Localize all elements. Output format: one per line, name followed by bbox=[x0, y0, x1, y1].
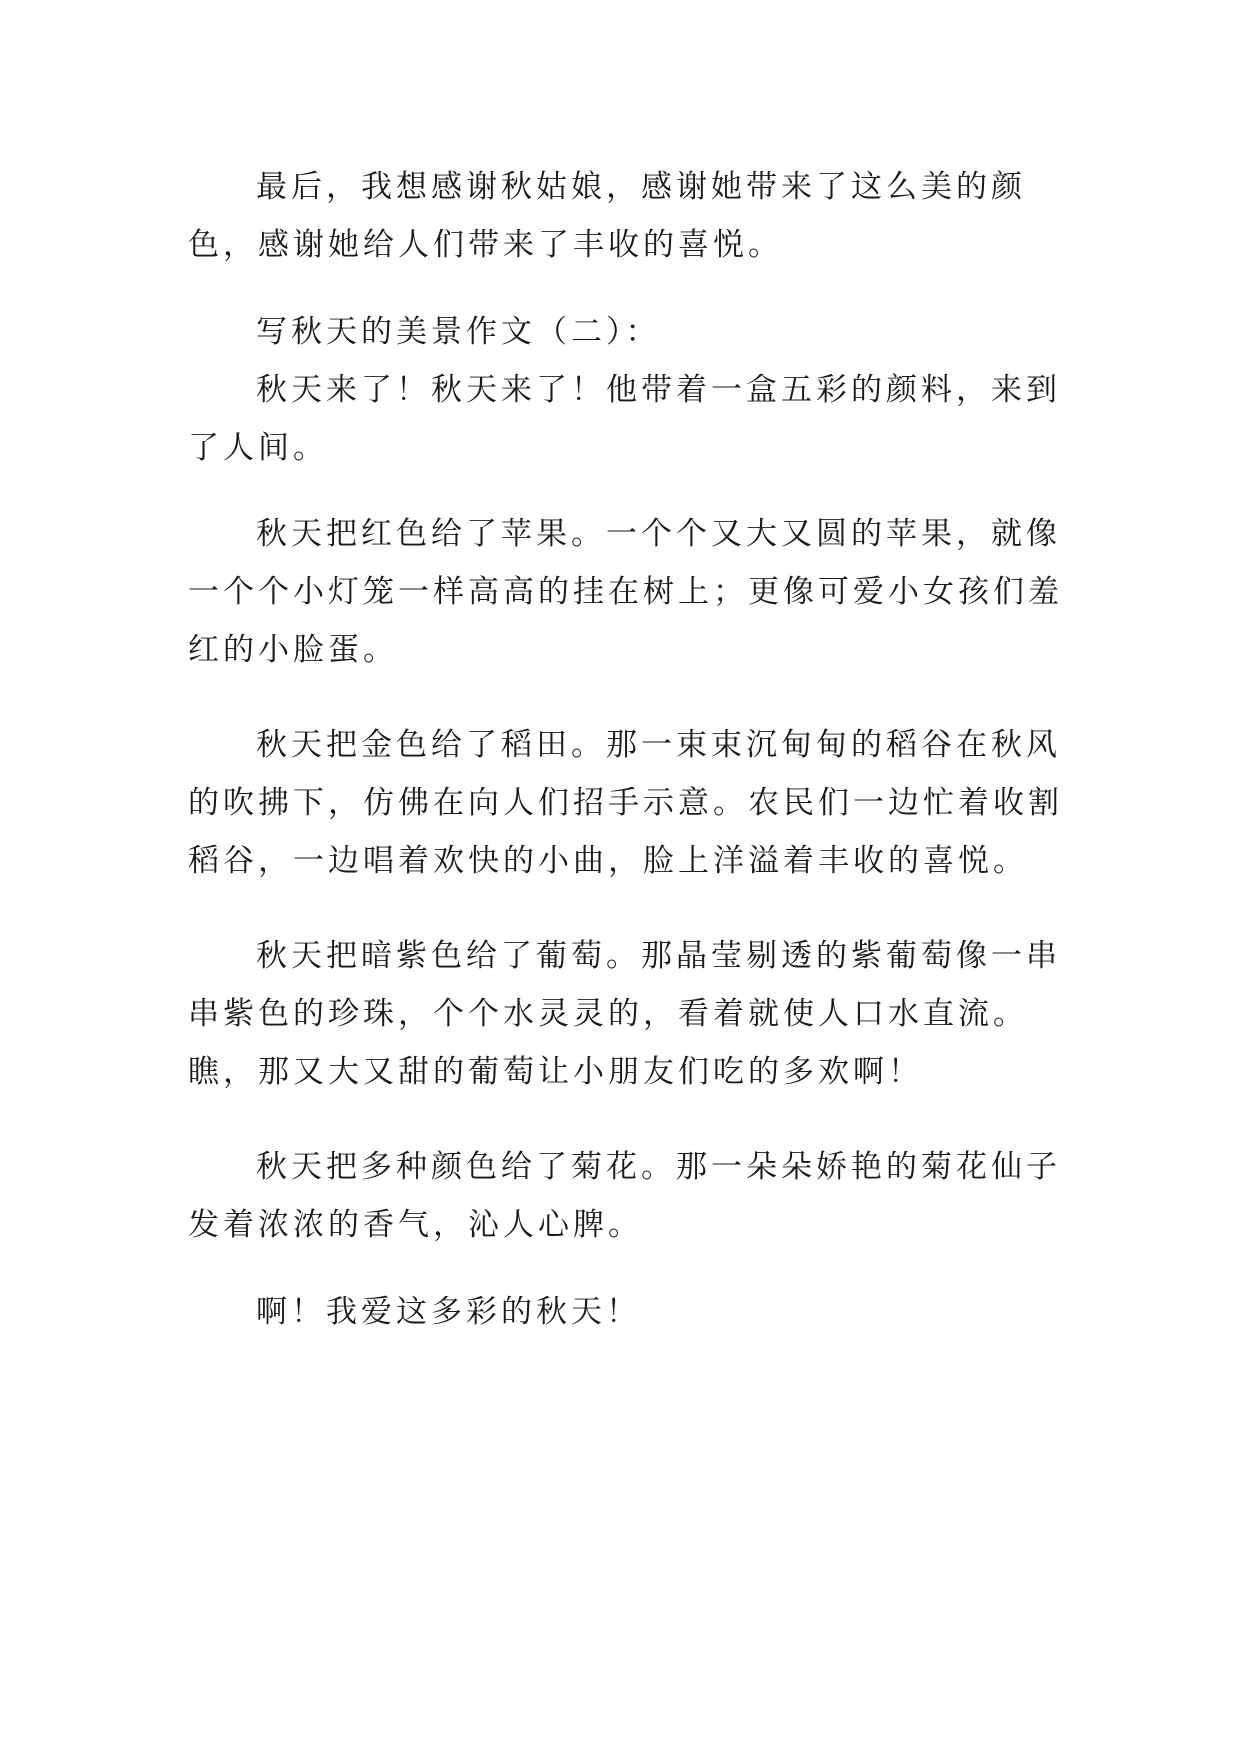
paragraph-chrysanthemums: 秋天把多种颜色给了菊花。那一朵朵娇艳的菊花仙子发着浓浓的香气，沁人心脾。 bbox=[188, 1149, 1061, 1243]
paragraph-grapes: 秋天把暗紫色给了葡萄。那晶莹剔透的紫葡萄像一串串紫色的珍珠，个个水灵灵的，看着就使人口水直流。瞧，那又大又甜的葡萄让小朋友们吃的多欢啊！ bbox=[188, 938, 1061, 1090]
paragraph-apples: 秋天把红色给了苹果。一个个又大又圆的苹果，就像一个个小灯笼一样高高的挂在树上；更像可爱小女孩们羞红的小脸蛋。 bbox=[188, 516, 1063, 668]
paragraph-thanks: 最后，我想感谢秋姑娘，感谢她带来了这么美的颜色，感谢她给人们带来了丰收的喜悦。 bbox=[188, 169, 1026, 263]
paragraph-closing: 啊！我爱这多彩的秋天！ bbox=[256, 1294, 641, 1330]
paragraph-autumn-arrives: 秋天来了！秋天来了！他带着一盒五彩的颜料，来到了人间。 bbox=[188, 372, 1061, 466]
paragraph-rice-fields: 秋天把金色给了稻田。那一束束沉甸甸的稻谷在秋风的吹拂下，仿佛在向人们招手示意。农民们一边忙着收割稻谷，一边唱着欢快的小曲，脸上洋溢着丰收的喜悦。 bbox=[188, 727, 1063, 879]
section-heading: 写秋天的美景作文（二）： bbox=[256, 314, 661, 350]
